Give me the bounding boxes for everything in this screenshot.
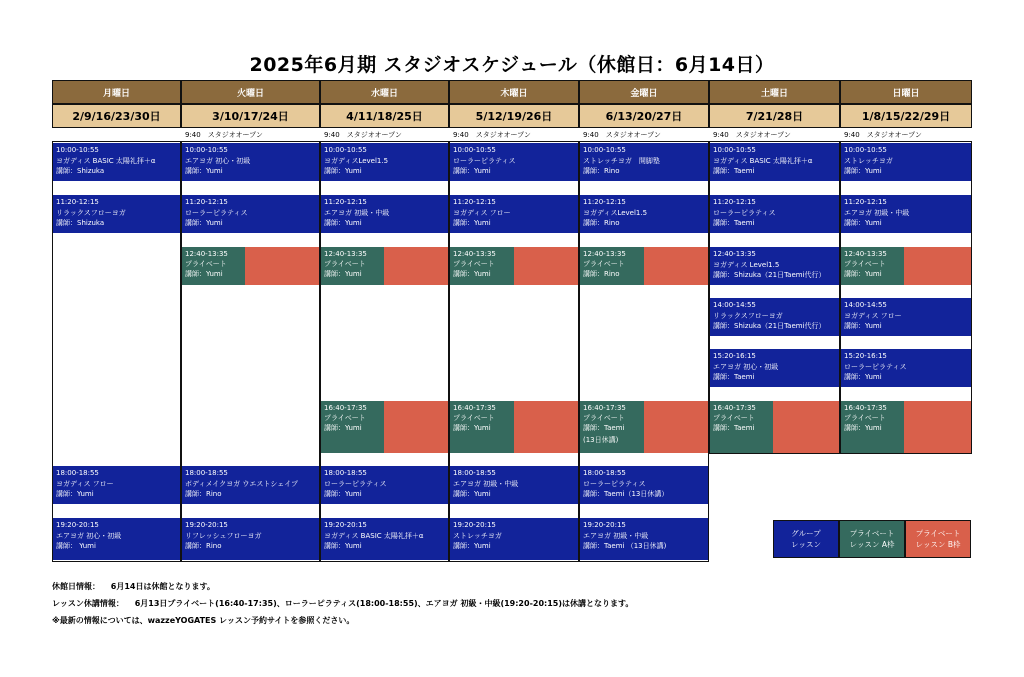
- lesson-teacher: 講師：Yumi: [453, 270, 491, 278]
- private-slot-b[interactable]: [904, 247, 971, 285]
- lesson-time: 10:00-10:55: [713, 146, 756, 154]
- day-header-fri: 金曜日: [579, 80, 709, 104]
- lesson-card[interactable]: [182, 466, 319, 504]
- lesson-name: ストレッチヨガ: [453, 532, 502, 540]
- lesson-name: ヨガディス BASIC 太陽礼拝＋α: [56, 157, 156, 165]
- lesson-cancel-note: (13日休講): [583, 436, 619, 444]
- private-slot-b[interactable]: [514, 247, 578, 285]
- lesson-name: プライベート: [844, 414, 886, 422]
- lesson-card[interactable]: [321, 195, 448, 233]
- lesson-teacher: 講師：Yumi: [185, 219, 223, 227]
- lesson-card[interactable]: [53, 466, 180, 504]
- date-header-sat: 7/21/28日: [709, 104, 840, 128]
- private-slot-b[interactable]: [514, 401, 578, 453]
- lesson-time: 16:40-17:35: [713, 404, 756, 412]
- lesson-card[interactable]: [841, 349, 971, 387]
- private-slot-a[interactable]: [321, 401, 384, 453]
- lesson-card[interactable]: [710, 195, 839, 233]
- private-slot-b[interactable]: [384, 401, 448, 453]
- lesson-teacher: 講師： Yumi: [56, 542, 96, 550]
- lesson-time: 10:00-10:55: [324, 146, 367, 154]
- legend-label: グループ: [791, 529, 821, 538]
- lesson-name: ストレッチヨガ 開脚塾: [583, 157, 660, 165]
- private-slot-a[interactable]: [841, 401, 904, 453]
- lesson-teacher: 講師：Rino: [185, 542, 222, 550]
- lesson-teacher: 講師：Yumi: [185, 167, 223, 175]
- lesson-name: エアヨガ 初級・中級: [324, 209, 390, 217]
- lesson-time: 18:00-18:55: [453, 469, 496, 477]
- lesson-name: エアヨガ 初級・中級: [453, 480, 519, 488]
- studio-open-fri: 9:40 スタジオオープン: [579, 128, 709, 142]
- notes-section: [52, 578, 633, 629]
- latest-info-note: ※最新の情報については、wazzeYOGATES レッスン予約サイトを参照ください。: [52, 616, 355, 625]
- private-slot-b[interactable]: [384, 247, 448, 285]
- lesson-teacher: 講師：Taemi: [713, 167, 755, 175]
- private-lesson-block[interactable]: [182, 247, 319, 285]
- lesson-name: ヨガディスLevel1.5: [583, 209, 648, 217]
- lesson-card[interactable]: [710, 349, 839, 387]
- lesson-time: 11:20-12:15: [583, 198, 626, 206]
- lesson-card[interactable]: [450, 143, 578, 181]
- lesson-teacher: 講師：Yumi: [453, 219, 491, 227]
- lesson-teacher: 講師：Taemi（13日休講）: [583, 490, 669, 498]
- lesson-card[interactable]: [53, 195, 180, 233]
- studio-open-mon: [52, 128, 181, 142]
- private-lesson-block[interactable]: [321, 401, 448, 453]
- lesson-teacher: 講師：Yumi: [844, 424, 882, 432]
- lesson-card[interactable]: [841, 143, 971, 181]
- lesson-time: 14:00-14:55: [844, 301, 887, 309]
- lesson-teacher: 講師：Yumi: [324, 167, 362, 175]
- lesson-name: プライベート: [453, 260, 495, 268]
- closed-day-label: 休館日情報：: [52, 582, 100, 591]
- lesson-name: プライベート: [324, 414, 366, 422]
- lesson-teacher: 講師：Taemi: [713, 373, 755, 381]
- legend-label: レッスン A枠: [849, 540, 895, 549]
- lesson-teacher: 講師：Rino: [185, 490, 222, 498]
- lesson-teacher: 講師：Taemi: [713, 424, 755, 432]
- lesson-time: 12:40-13:35: [713, 250, 756, 258]
- lesson-time: 12:40-13:35: [324, 250, 367, 258]
- lesson-time: 11:20-12:15: [844, 198, 887, 206]
- lesson-card[interactable]: [321, 518, 448, 560]
- lesson-name: ローラーピラティス: [453, 157, 516, 165]
- legend-label: レッスン: [791, 540, 821, 549]
- day-header-thu: 木曜日: [449, 80, 579, 104]
- lesson-name: プライベート: [583, 414, 625, 422]
- lesson-name: プライベート: [583, 260, 625, 268]
- day-header-tue: 火曜日: [181, 80, 320, 104]
- lesson-name: ローラーピラティス: [583, 480, 646, 488]
- lesson-teacher: 講師：Rino: [583, 167, 620, 175]
- lesson-time: 11:20-12:15: [453, 198, 496, 206]
- legend-label: プライベート: [849, 529, 895, 538]
- private-slot-a[interactable]: [580, 401, 644, 453]
- lesson-time: 15:20-16:15: [844, 352, 887, 360]
- date-header-fri: 6/13/20/27日: [579, 104, 709, 128]
- lesson-name: エアヨガ 初心・初級: [185, 157, 251, 165]
- lesson-teacher: 講師：Shizuka（21日Taemi代行）: [713, 271, 826, 279]
- lesson-time: 12:40-13:35: [185, 250, 228, 258]
- lesson-teacher: 講師：Yumi: [453, 490, 491, 498]
- private-slot-b[interactable]: [245, 247, 319, 285]
- lesson-teacher: 講師：Yumi: [453, 542, 491, 550]
- lesson-name: エアヨガ 初級・中級: [844, 209, 910, 217]
- lesson-time: 19:20-20:15: [185, 521, 228, 529]
- lesson-time: 11:20-12:15: [185, 198, 228, 206]
- lesson-name: リラックスフローヨガ: [56, 209, 126, 217]
- lesson-time: 16:40-17:35: [583, 404, 626, 412]
- lesson-time: 19:20-20:15: [453, 521, 496, 529]
- lesson-card[interactable]: [450, 195, 578, 233]
- lesson-card[interactable]: [580, 143, 708, 181]
- studio-open-sat: 9:40 スタジオオープン: [709, 128, 840, 142]
- studio-open-thu: 9:40 スタジオオープン: [449, 128, 579, 142]
- lesson-card[interactable]: [841, 195, 971, 233]
- lesson-time: 10:00-10:55: [453, 146, 496, 154]
- lesson-name: ヨガディス フロー: [453, 209, 511, 217]
- lesson-name: ローラーピラティス: [713, 209, 776, 217]
- private-lesson-block[interactable]: [841, 401, 971, 453]
- private-slot-a[interactable]: [841, 247, 904, 285]
- date-header-tue: 3/10/17/24日: [181, 104, 320, 128]
- lesson-teacher: 講師：Yumi: [185, 270, 223, 278]
- lesson-card[interactable]: [710, 247, 839, 285]
- lesson-time: 10:00-10:55: [185, 146, 228, 154]
- lesson-name: プライベート: [185, 260, 227, 268]
- private-lesson-block[interactable]: [321, 247, 448, 285]
- lesson-teacher: 講師：Rino: [583, 219, 620, 227]
- lesson-time: 19:20-20:15: [583, 521, 626, 529]
- lesson-card[interactable]: [182, 143, 319, 181]
- lesson-card[interactable]: [580, 518, 708, 560]
- studio-open-tue: 9:40 スタジオオープン: [181, 128, 320, 142]
- lesson-time: 10:00-10:55: [844, 146, 887, 154]
- lesson-time: 18:00-18:55: [185, 469, 228, 477]
- day-header-wed: 水曜日: [320, 80, 449, 104]
- lesson-name: エアヨガ 初心・初級: [713, 363, 779, 371]
- lesson-card[interactable]: [580, 195, 708, 233]
- day-header-sat: 土曜日: [709, 80, 840, 104]
- cancel-label: レッスン休講情報：: [52, 599, 124, 608]
- lesson-teacher: 講師：Shizuka: [56, 167, 105, 175]
- day-header-sun: 日曜日: [840, 80, 972, 104]
- private-slot-a[interactable]: [710, 401, 773, 453]
- date-header-mon: 2/9/16/23/30日: [52, 104, 181, 128]
- lesson-teacher: 講師：Yumi: [324, 490, 362, 498]
- lesson-time: 19:20-20:15: [56, 521, 99, 529]
- lesson-card[interactable]: [53, 518, 180, 560]
- legend-private-b: [905, 520, 971, 558]
- lesson-card[interactable]: [710, 143, 839, 181]
- lesson-teacher: 講師：Yumi: [844, 270, 882, 278]
- lesson-teacher: 講師：Yumi: [324, 219, 362, 227]
- legend-label: プライベート: [915, 529, 961, 538]
- legend-label: レッスン B枠: [915, 540, 961, 549]
- private-lesson-block[interactable]: [580, 401, 708, 453]
- lesson-teacher: 講師：Yumi: [324, 270, 362, 278]
- lesson-name: エアヨガ 初級・中級: [583, 532, 649, 540]
- lesson-teacher: 講師：Taemi: [713, 219, 755, 227]
- lesson-teacher: 講師：Yumi: [56, 490, 94, 498]
- lesson-name: ヨガディス フロー: [56, 480, 114, 488]
- lesson-name: ヨガディス フロー: [844, 312, 902, 320]
- lesson-teacher: 講師：Yumi: [844, 219, 882, 227]
- cancel-note: [52, 595, 633, 612]
- lesson-teacher: 講師：Yumi: [324, 424, 362, 432]
- lesson-card[interactable]: [450, 518, 578, 560]
- lesson-card[interactable]: [321, 466, 448, 504]
- lesson-time: 18:00-18:55: [56, 469, 99, 477]
- private-slot-a[interactable]: [450, 247, 514, 285]
- cancel-text: 6月13日プライベート(16:40-17:35)、ローラーピラティス(18:00-18:55)、エアヨガ 初級・中級(19:20-20:15)は休講となります。: [134, 599, 634, 608]
- schedule-grid: [52, 80, 972, 562]
- closed-day-text: 6月14日は休館となります。: [110, 582, 215, 591]
- private-lesson-block[interactable]: [450, 247, 578, 285]
- lesson-card[interactable]: [450, 466, 578, 504]
- private-slot-b[interactable]: [904, 401, 971, 453]
- private-slot-b[interactable]: [773, 401, 839, 453]
- lesson-card[interactable]: [182, 195, 319, 233]
- date-header-sun: 1/8/15/22/29日: [840, 104, 972, 128]
- lesson-name: エアヨガ 初心・初級: [56, 532, 122, 540]
- lesson-name: ボディメイクヨガ ウエストシェイプ: [185, 480, 299, 488]
- lesson-time: 11:20-12:15: [56, 198, 99, 206]
- lesson-card[interactable]: [53, 143, 180, 181]
- lesson-name: プライベート: [713, 414, 755, 422]
- lesson-name: ローラーピラティス: [185, 209, 248, 217]
- lesson-teacher: 講師：Yumi: [844, 373, 882, 381]
- lesson-teacher: 講師：Yumi: [844, 167, 882, 175]
- lesson-teacher: 講師：Yumi: [844, 322, 882, 330]
- lesson-card[interactable]: [321, 143, 448, 181]
- lesson-teacher: 講師：Taemi （13日休講): [583, 542, 667, 550]
- lesson-teacher: 講師：Yumi: [453, 167, 491, 175]
- lesson-card[interactable]: [182, 518, 319, 560]
- lesson-name: ローラーピラティス: [844, 363, 907, 371]
- lesson-teacher: 講師：Taemi: [583, 424, 625, 432]
- private-slot-a[interactable]: [450, 401, 514, 453]
- private-slot-a[interactable]: [580, 247, 644, 285]
- studio-open-wed: 9:40 スタジオオープン: [320, 128, 449, 142]
- private-slot-a[interactable]: [321, 247, 384, 285]
- legend-private-a: [839, 520, 905, 558]
- lesson-time: 16:40-17:35: [453, 404, 496, 412]
- closed-day-note: [52, 578, 633, 595]
- lesson-time: 19:20-20:15: [324, 521, 367, 529]
- lesson-teacher: 講師：Yumi: [324, 542, 362, 550]
- lesson-time: 12:40-13:35: [844, 250, 887, 258]
- lesson-name: ヨガディス Level1.5: [713, 261, 780, 269]
- lesson-name: ローラーピラティス: [324, 480, 387, 488]
- lesson-time: 11:20-12:15: [713, 198, 756, 206]
- lesson-name: プライベート: [453, 414, 495, 422]
- lesson-teacher: 講師：Shizuka（21日Taemi代行）: [713, 322, 826, 330]
- private-lesson-block[interactable]: [450, 401, 578, 453]
- legend-group-lesson: [773, 520, 839, 558]
- lesson-name: ストレッチヨガ: [844, 157, 893, 165]
- lesson-name: ヨガディス BASIC 太陽礼拝＋α: [713, 157, 813, 165]
- private-lesson-block[interactable]: [841, 247, 971, 285]
- lesson-card[interactable]: [841, 298, 971, 336]
- lesson-time: 16:40-17:35: [844, 404, 887, 412]
- studio-open-sun: 9:40 スタジオオープン: [840, 128, 972, 142]
- private-slot-b[interactable]: [644, 401, 708, 453]
- date-header-wed: 4/11/18/25日: [320, 104, 449, 128]
- lesson-time: 12:40-13:35: [453, 250, 496, 258]
- lesson-teacher: 講師：Rino: [583, 270, 620, 278]
- lesson-time: 15:20-16:15: [713, 352, 756, 360]
- lesson-name: ヨガディス BASIC 太陽礼拝＋α: [324, 532, 424, 540]
- lesson-time: 12:40-13:35: [583, 250, 626, 258]
- lesson-name: リフレッシュフローヨガ: [185, 532, 262, 540]
- lesson-name: リラックスフローヨガ: [713, 312, 783, 320]
- lesson-teacher: 講師：Shizuka: [56, 219, 105, 227]
- page-title: 2025年6月期 スタジオスケジュール（休館日：6月14日）: [249, 54, 775, 76]
- lesson-name: ヨガディスLevel1.5: [324, 157, 389, 165]
- private-slot-b[interactable]: [644, 247, 708, 285]
- private-slot-a[interactable]: [182, 247, 245, 285]
- lesson-card[interactable]: [710, 298, 839, 336]
- lesson-time: 18:00-18:55: [583, 469, 626, 477]
- lesson-time: 18:00-18:55: [324, 469, 367, 477]
- lesson-time: 14:00-14:55: [713, 301, 756, 309]
- lesson-time: 11:20-12:15: [324, 198, 367, 206]
- lesson-time: 16:40-17:35: [324, 404, 367, 412]
- lesson-time: 10:00-10:55: [583, 146, 626, 154]
- lesson-card[interactable]: [580, 466, 708, 504]
- private-lesson-block[interactable]: [580, 247, 708, 285]
- lesson-teacher: 講師：Yumi: [453, 424, 491, 432]
- lesson-time: 10:00-10:55: [56, 146, 99, 154]
- lesson-name: プライベート: [844, 260, 886, 268]
- lesson-name: プライベート: [324, 260, 366, 268]
- day-header-mon: 月曜日: [52, 80, 181, 104]
- date-header-thu: 5/12/19/26日: [449, 104, 579, 128]
- private-lesson-block[interactable]: [710, 401, 839, 453]
